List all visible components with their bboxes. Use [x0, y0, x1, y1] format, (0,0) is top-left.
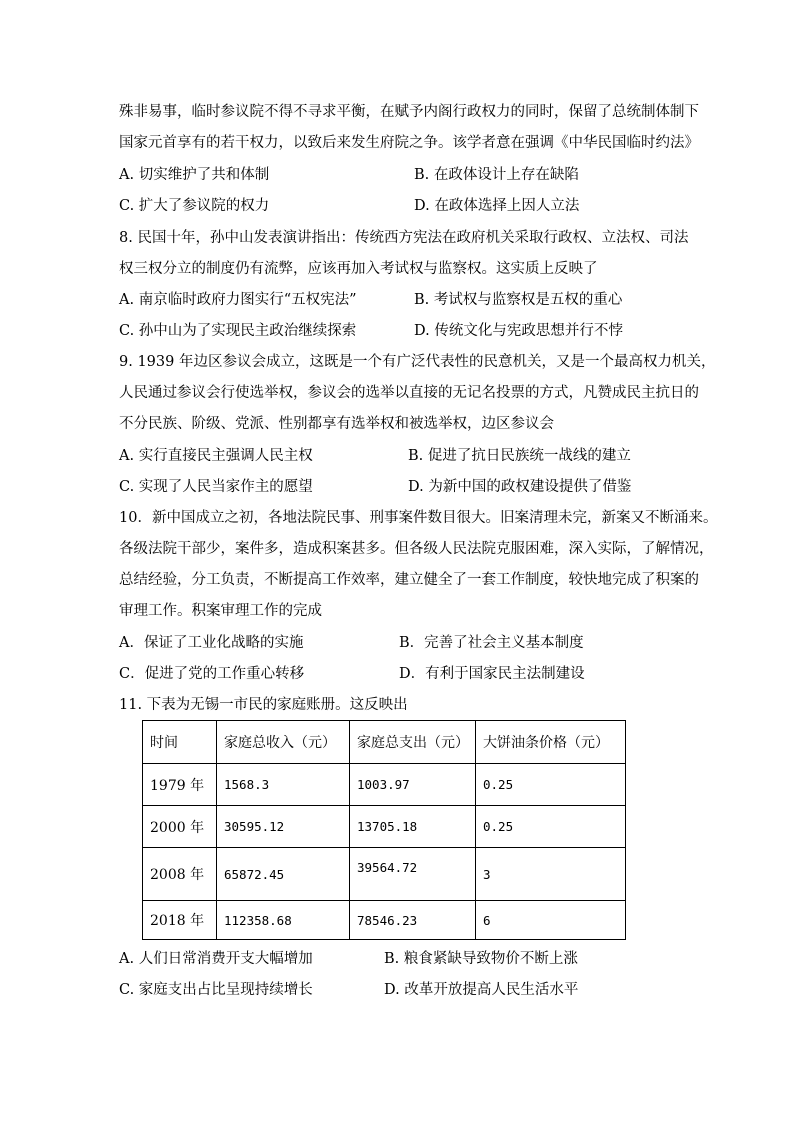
q8-stem-line-2: 权三权分立的制度仍有流弊，应该再加入考试权与监察权。这实质上反映了 [119, 261, 598, 277]
table-cell-year: 2000 年 [143, 806, 217, 848]
q7-stem-line-1: 殊非易事，临时参议院不得不寻求平衡，在赋予内阁行政权力的同时，保留了总统制体制下 [119, 104, 699, 120]
table-cell-price: 0.25 [476, 764, 626, 806]
q10-option-d: D．有利于国家民主法制建设 [399, 666, 585, 682]
table-cell-income: 1568.3 [217, 764, 350, 806]
q10-stem-line-1: 10．新中国成立之初，各地法院民事、刑事案件数目很大。旧案清理未完，新案又不断涌来。 [119, 510, 718, 526]
q10-option-c: C．促进了党的工作重心转移 [119, 666, 305, 682]
table-header-cell: 家庭总支出（元） [350, 721, 476, 764]
table-header-cell: 大饼油条价格（元） [476, 721, 626, 764]
table-cell-expense: 1003.97 [350, 764, 476, 806]
q8-option-d: D. 传统文化与宪政思想并行不悖 [414, 323, 623, 339]
q9-stem-line-2: 人民通过参议会行使选举权，参议会的选举以直接的无记名投票的方式，凡赞成民主抗日的 [119, 385, 699, 401]
q7-option-a: A. 切实维护了共和体制 [119, 167, 270, 183]
q8-option-a: A. 南京临时政府力图实行“五权宪法” [119, 292, 357, 308]
table-cell-expense: 13705.18 [350, 806, 476, 848]
table-cell-expense: 78546.23 [350, 901, 476, 940]
q7-option-b: B. 在政体设计上存在缺陷 [414, 167, 579, 183]
table-cell-price: 6 [476, 901, 626, 940]
table-header-row [143, 721, 626, 764]
q10-stem-line-4: 审理工作。积案审理工作的完成 [119, 603, 322, 619]
table-cell-income: 112358.68 [217, 901, 350, 940]
table-row [143, 901, 626, 940]
household-ledger-table [142, 720, 626, 940]
table-row [143, 764, 626, 806]
q9-option-c: C. 实现了人民当家作主的愿望 [119, 479, 313, 495]
q9-stem-line-1: 9. 1939 年边区参议会成立，这既是一个有广泛代表性的民意机关，又是一个最高权力机关， [119, 354, 716, 370]
q10-stem-line-2: 各级法院干部少，案件多，造成积案甚多。但各级人民法院克服困难，深入实际，了解情况， [119, 541, 714, 557]
table-cell-price: 3 [476, 848, 626, 901]
q11-option-a: A. 人们日常消费开支大幅增加 [119, 951, 313, 967]
table-cell-price: 0.25 [476, 806, 626, 848]
table-row [143, 848, 626, 901]
table-cell-year: 2018 年 [143, 901, 217, 940]
q8-option-b: B. 考试权与监察权是五权的重心 [414, 292, 623, 308]
table-row [143, 806, 626, 848]
q9-option-d: D. 为新中国的政权建设提供了借鉴 [408, 479, 632, 495]
q11-stem: 11. 下表为无锡一市民的家庭账册。这反映出 [119, 697, 408, 713]
q9-option-b: B. 促进了抗日民族统一战线的建立 [408, 448, 631, 464]
table-cell-year: 2008 年 [143, 848, 217, 901]
q11-option-c: C. 家庭支出占比呈现持续增长 [119, 982, 313, 998]
table-cell-year: 1979 年 [143, 764, 217, 806]
q10-stem-line-3: 总结经验，分工负责，不断提高工作效率，建立健全了一套工作制度，较快地完成了积案的 [119, 572, 699, 588]
q7-stem-line-2: 国家元首享有的若干权力，以致后来发生府院之争。该学者意在强调《中华民国临时约法》 [119, 135, 699, 151]
q8-stem-line-1: 8. 民国十年，孙中山发表演讲指出：传统西方宪法在政府机关采取行政权、立法权、司法 [119, 230, 689, 246]
q9-option-a: A. 实行直接民主强调人民主权 [119, 448, 313, 464]
q10-option-b: B．完善了社会主义基本制度 [399, 635, 584, 651]
table-cell-income: 30595.12 [217, 806, 350, 848]
table-header-cell: 家庭总收入（元） [217, 721, 350, 764]
table-cell-expense: 39564.72 [350, 848, 476, 901]
q10-option-a: A．保证了工业化战略的实施 [119, 635, 304, 651]
table-header-cell: 时间 [143, 721, 217, 764]
q11-option-d: D. 改革开放提高人民生活水平 [384, 982, 579, 998]
q7-option-d: D. 在政体选择上因人立法 [414, 198, 580, 214]
q8-option-c: C. 孙中山为了实现民主政治继续探索 [119, 323, 357, 339]
q9-stem-line-3: 不分民族、阶级、党派、性别都享有选举权和被选举权，边区参议会 [119, 416, 554, 432]
q11-option-b: B. 粮食紧缺导致物价不断上涨 [384, 951, 578, 967]
table-cell-income: 65872.45 [217, 848, 350, 901]
q7-option-c: C. 扩大了参议院的权力 [119, 198, 270, 214]
